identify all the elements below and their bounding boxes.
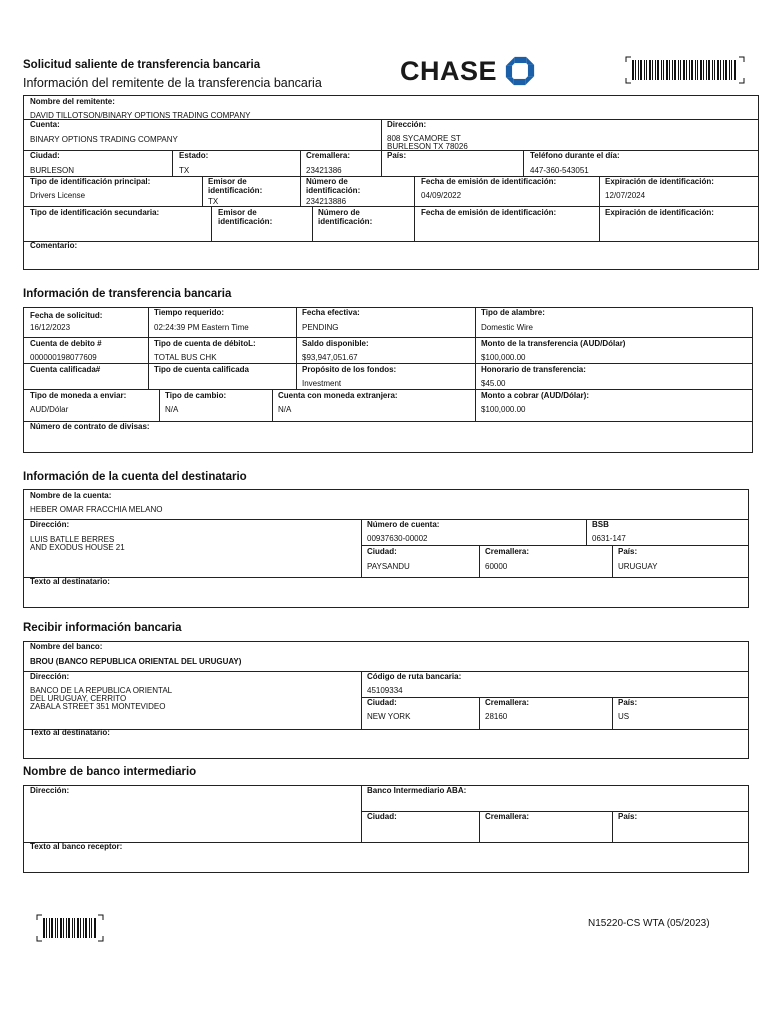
amount-value: $100,000.00 [481,353,526,362]
amount-label: Monto de la transferencia (AUD/Dólar) [481,339,626,348]
debit-acct-label: Cuenta de debito # [30,339,102,348]
req-date-value: 16/12/2023 [30,323,71,332]
id2-type-label: Tipo de identificación secundaria: [30,208,160,217]
id1-issuer-label: Emisor de identificación: [208,177,263,195]
req-date-label: Fecha de solicitud: [30,311,103,320]
recipient-acctnum-label: Número de cuenta: [367,520,440,529]
sender-name-value: DAVID TILLOTSON/BINARY OPTIONS TRADING COMPANY [30,111,251,120]
sender-address-value: 808 SYCAMORE ST BURLESON TX 78026 [387,134,468,151]
sender-city-label: Ciudad: [30,151,60,160]
sender-state-label: Estado: [179,151,209,160]
exchange-value: N/A [165,405,179,414]
id1-type-value: Drivers License [30,191,86,200]
recipient-zip-label: Cremallera: [485,547,530,556]
chase-octagon-icon [503,56,537,86]
debit-type-label: Tipo de cuenta de débitoL: [154,339,256,348]
id2-issue-label: Fecha de emisión de identificación: [421,208,557,217]
bank-address-value: BANCO DE LA REPUBLICA ORIENTAL DEL URUGUAY, CERRITO ZABALA STREET 351 MONTEVIDEO [30,686,173,711]
intermediary-text-label: Texto al banco receptor: [30,842,123,851]
collect-label: Monto a cobrar (AUD/Dólar): [481,391,589,400]
debit-type-value: TOTAL BUS CHK [154,353,217,362]
recipient-address-label: Dirección: [30,520,70,529]
recipient-bsb-value: 0631-147 [592,534,626,543]
form-code: N15220-CS WTA (05/2023) [588,918,710,929]
balance-value: $93,947,051.67 [302,353,358,362]
req-time-label: Tiempo requerido: [154,308,225,317]
id1-type-label: Tipo de identificación principal: [30,177,151,186]
bank-zip-label: Cremallera: [485,698,530,707]
id1-exp-label: Expiración de identificación: [605,177,714,186]
routing-value: 45109334 [367,686,403,695]
currency-value: AUD/Dólar [30,405,69,414]
intermediary-city-label: Ciudad: [367,812,397,821]
purpose-value: Investment [302,379,342,388]
form-subtitle: Información del remitente de la transferencia bancaria [23,76,322,90]
recipient-city-value: PAYSANDU [367,562,410,571]
sender-comment-label: Comentario: [30,241,78,250]
id1-exp-value: 12/07/2024 [605,191,646,200]
eff-date-label: Fecha efectiva: [302,308,360,317]
id1-number-value: 234213886 [306,197,347,206]
recipient-address-value: LUIS BATLLE BERRES AND EXODUS HOUSE 21 [30,535,125,552]
sender-zip-label: Cremallera: [306,151,351,160]
chase-logo-text: CHASE [400,55,498,86]
contract-label: Número de contrato de divisas: [30,422,150,431]
currency-label: Tipo de moneda a enviar: [30,391,127,400]
sender-country-label: País: [387,151,407,160]
id2-exp-label: Expiración de identificación: [605,208,714,217]
recipient-country-label: País: [618,547,638,556]
recipient-section-title: Información de la cuenta del destinatario [23,471,247,483]
intermediary-aba-label: Banco Intermediario ABA: [367,786,467,795]
foreign-acct-label: Cuenta con moneda extranjera: [278,391,398,400]
bank-zip-value: 28160 [485,712,508,721]
id1-issue-value: 04/09/2022 [421,191,462,200]
foreign-acct-value: N/A [278,405,292,414]
qual-acct-label: Cuenta calificada# [30,365,101,374]
sender-city-value: BURLESON [30,166,75,175]
bank-section-title: Recibir información bancaria [23,622,182,634]
recipient-acctnum-value: 00937630-00002 [367,534,428,543]
id1-number-label: Número de identificación: [306,177,361,195]
req-time-value: 02:24:39 PM Eastern Time [154,323,249,332]
recipient-city-label: Ciudad: [367,547,397,556]
bank-city-label: Ciudad: [367,698,397,707]
barcode-bottom [36,914,104,942]
sender-phone-label: Teléfono durante el día: [530,151,620,160]
id1-issuer-value: TX [208,197,219,206]
id2-number-label: Número de identificación: [318,208,373,226]
recipient-name-value: HEBER OMAR FRACCHIA MELANO [30,505,163,514]
recipient-name-label: Nombre de la cuenta: [30,491,112,500]
barcode-top [625,56,745,84]
fee-value: $45.00 [481,379,506,388]
transfer-section-title: Información de transferencia bancaria [23,288,232,300]
debit-acct-value: 000000198077609 [30,353,97,362]
exchange-label: Tipo de cambio: [165,391,227,400]
recipient-text-label: Texto al destinatario: [30,577,110,586]
sender-state-value: TX [179,166,190,175]
recipient-zip-value: 60000 [485,562,508,571]
bank-name-value: BROU (BANCO REPUBLICA ORIENTAL DEL URUGUAY) [30,657,242,666]
form-title: Solicitud saliente de transferencia bancaria [23,59,261,71]
sender-phone-value: 447-360-543051 [530,166,589,175]
recipient-country-value: URUGUAY [618,562,658,571]
sender-account-label: Cuenta: [30,120,60,129]
sender-address-label: Dirección: [387,120,427,129]
bank-address-label: Dirección: [30,672,70,681]
chase-logo [400,56,537,86]
intermediary-box [23,785,749,873]
eff-date-value: PENDING [302,323,339,332]
id1-issue-label: Fecha de emisión de identificación: [421,177,557,186]
routing-label: Código de ruta bancaria: [367,672,462,681]
transfer-box [23,307,753,453]
sender-account-value: BINARY OPTIONS TRADING COMPANY [30,135,178,144]
bank-country-value: US [618,712,630,721]
fee-label: Honorario de transferencia: [481,365,586,374]
intermediary-zip-label: Cremallera: [485,812,530,821]
bank-country-label: País: [618,698,638,707]
id2-issuer-label: Emisor de identificación: [218,208,273,226]
bank-name-label: Nombre del banco: [30,642,103,651]
recipient-bsb-label: BSB [592,520,609,529]
intermediary-address-label: Dirección: [30,786,70,795]
sender-name-label: Nombre del remitente: [30,97,115,106]
purpose-label: Propósito de los fondos: [302,365,397,374]
wire-type-label: Tipo de alambre: [481,308,545,317]
balance-label: Saldo disponible: [302,339,369,348]
qual-type-label: Tipo de cuenta calificada [154,365,249,374]
collect-value: $100,000.00 [481,405,526,414]
sender-zip-value: 23421386 [306,166,342,175]
bank-text-label: Texto al destinatario: [30,728,110,737]
intermediary-country-label: País: [618,812,638,821]
wire-type-value: Domestic Wire [481,323,534,332]
intermediary-section-title: Nombre de banco intermediario [23,766,197,778]
bank-city-value: NEW YORK [367,712,411,721]
